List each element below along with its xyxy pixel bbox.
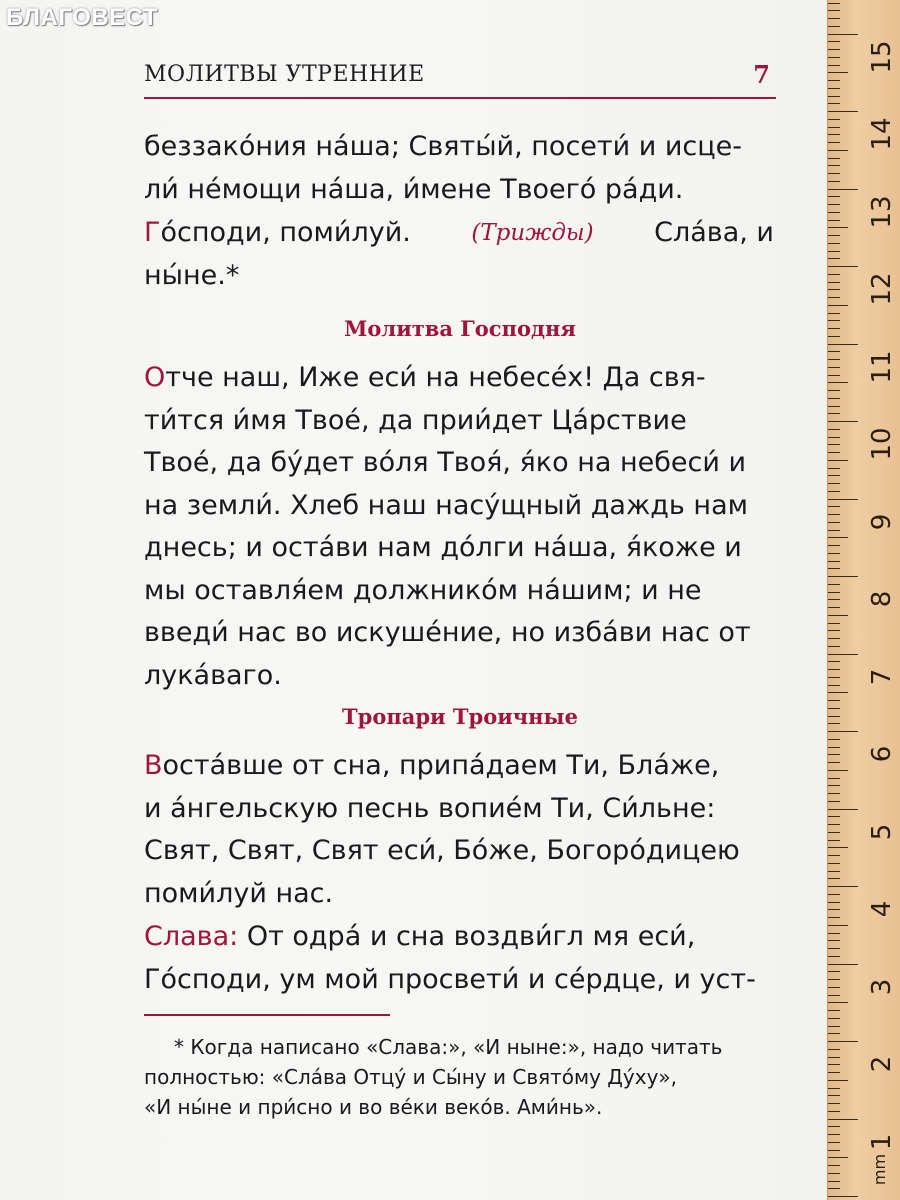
text-line: беззако́ния на́ша; Святы́й, посети́ и исце- <box>144 131 743 162</box>
ruler-tick <box>828 1002 848 1003</box>
paragraph-2 <box>144 212 774 297</box>
text-line <box>144 357 774 400</box>
ruler-tick <box>828 979 840 980</box>
footnote-line: * Когда написано «Слава:», «И ныне:», надо читать <box>174 1035 723 1059</box>
ruler-tick <box>828 375 840 376</box>
ruler-tick <box>828 886 858 887</box>
text-line: на земли́. Хлеб наш насу́щный даждь нам <box>144 489 748 521</box>
ruler-tick <box>828 584 840 585</box>
ruler-tick <box>828 297 840 298</box>
ruler-tick <box>828 685 840 686</box>
watermark-logo: БЛАГОВЕСТ <box>6 4 159 31</box>
ruler-tick <box>828 96 840 97</box>
ruler-tick <box>828 801 840 802</box>
ruler-tick <box>828 243 840 244</box>
ruler-tick <box>828 274 840 275</box>
ruler-tick <box>828 444 840 445</box>
text-line: Го́споди, ум мой просвети́ и се́рдце, и уст- <box>144 963 756 995</box>
ruler-tick <box>828 398 840 399</box>
ruler-tick <box>828 599 840 600</box>
ruler-number: 15 <box>867 39 897 74</box>
ruler-tick <box>828 909 840 910</box>
ruler-tick <box>828 1126 840 1127</box>
ruler-tick <box>828 1150 840 1151</box>
ruler-tick <box>828 816 840 817</box>
ruler-tick <box>828 313 840 314</box>
ruler-tick <box>828 1134 840 1135</box>
ruler-tick <box>828 289 840 290</box>
ruler-tick <box>828 1165 840 1166</box>
ruler-tick <box>828 351 840 352</box>
text-span: тче наш, Иже еси́ на небесе́х! Да свя- <box>165 362 706 393</box>
ruler-tick <box>828 406 840 407</box>
text-span: о́споди, поми́луй. <box>160 217 411 248</box>
ruler-tick <box>828 320 840 321</box>
ruler-tick <box>828 1026 840 1027</box>
ruler-number: 13 <box>867 194 897 229</box>
ruler-tick <box>828 878 840 879</box>
ruler-tick <box>828 692 848 693</box>
ruler-number: 11 <box>867 349 897 384</box>
ruler-tick <box>828 824 840 825</box>
running-header-title: МОЛИТВЫ УТРЕННИЕ <box>144 62 425 87</box>
ruler-number: 2 <box>867 1055 897 1073</box>
section-heading: Тропари Троичные <box>342 704 578 729</box>
ruler-tick <box>828 1072 840 1073</box>
footnote-rule <box>144 1014 390 1016</box>
ruler-tick <box>828 196 840 197</box>
rubric: (Трижды) <box>471 220 594 246</box>
text-line: Твое́, да бу́дет во́ля Твоя́, я́ко на небеси́ и <box>144 447 747 478</box>
ruler-tick <box>828 103 840 104</box>
ruler-tick <box>828 127 840 128</box>
drop-initial: В <box>144 750 163 781</box>
ruler-tick <box>828 258 840 259</box>
ruler-tick <box>828 413 840 414</box>
paragraph-lords-prayer <box>144 357 774 697</box>
footnote <box>144 1032 776 1122</box>
ruler-tick <box>828 762 840 763</box>
text-line: и а́нгельскую песнь вопие́м Ти, Си́льне: <box>144 792 716 824</box>
ruler-tick <box>828 1157 848 1158</box>
ruler-tick <box>828 34 858 35</box>
ruler-tick <box>828 328 840 329</box>
ruler-tick <box>828 421 858 422</box>
ruler-number: 6 <box>867 745 897 763</box>
ruler-tick <box>828 809 858 810</box>
running-header <box>144 58 776 94</box>
ruler-tick <box>828 367 840 368</box>
ruler-tick <box>828 452 840 453</box>
ruler-tick <box>828 607 840 608</box>
ruler-tick <box>828 1111 840 1112</box>
text-span: Сла́ва, и <box>654 217 774 248</box>
paragraph-1 <box>144 126 774 211</box>
ruler-tick <box>828 336 840 337</box>
ruler-tick <box>828 646 840 647</box>
ruler-tick <box>828 1173 840 1174</box>
ruler-tick <box>828 576 858 577</box>
glory-label: Слава: <box>144 921 239 952</box>
ruler-tick <box>828 654 858 655</box>
ruler-tick <box>828 49 840 50</box>
ruler-tick <box>828 638 840 639</box>
header-rule <box>144 97 776 99</box>
ruler-unit: mm <box>870 1153 890 1186</box>
ruler-tick <box>828 894 840 895</box>
ruler-tick <box>828 165 840 166</box>
ruler-tick <box>828 522 840 523</box>
drop-initial: Г <box>144 217 161 248</box>
drop-initial: О <box>144 362 166 393</box>
ruler-tick <box>828 220 840 221</box>
ruler-number: 5 <box>867 823 897 840</box>
ruler-tick <box>828 1010 840 1011</box>
text-span: оста́вше от сна, припа́даем Ти, Бла́же, <box>162 750 720 781</box>
ruler-tick <box>828 390 840 391</box>
ruler-tick <box>828 460 848 461</box>
ruler-tick <box>828 142 840 143</box>
ruler-tick <box>828 731 858 732</box>
ruler-tick <box>828 204 840 205</box>
ruler-tick <box>828 1095 840 1096</box>
ruler-tick <box>828 971 840 972</box>
ruler-tick <box>828 158 840 159</box>
ruler-tick <box>828 119 840 120</box>
ruler-tick <box>828 545 840 546</box>
ruler-tick <box>828 181 840 182</box>
ruler-tick <box>828 468 840 469</box>
paragraph-glory <box>144 916 774 1001</box>
ruler-tick <box>828 793 840 794</box>
ruler-tick <box>828 344 858 345</box>
ruler-tick <box>828 10 840 11</box>
ruler-number: 4 <box>867 900 897 918</box>
ruler-tick <box>828 770 848 771</box>
text-line <box>144 212 774 255</box>
ruler-tick <box>828 708 840 709</box>
ruler-tick <box>828 661 840 662</box>
text-line: ли́ не́мощи на́ша, и́мене Твоего́ ра́ди. <box>144 173 684 205</box>
ruler-tick <box>828 537 848 538</box>
ruler-tick <box>828 235 840 236</box>
ruler-tick <box>828 716 840 717</box>
ruler-tick <box>828 1103 840 1104</box>
ruler-tick <box>828 677 840 678</box>
ruler-tick <box>828 429 840 430</box>
ruler-tick <box>828 72 848 73</box>
footnote-line: «И ны́не и при́сно и во ве́ки веко́в. Ами́нь». <box>144 1095 603 1119</box>
ruler-tick <box>828 917 840 918</box>
ruler-tick <box>828 840 840 841</box>
ruler-tick <box>828 855 840 856</box>
paragraph-troparion <box>144 745 774 915</box>
ruler-tick <box>828 1064 840 1065</box>
ruler-tick <box>828 88 840 89</box>
ruler-tick <box>828 630 840 631</box>
text-line: ны́не.* <box>144 259 240 291</box>
ruler-tick <box>828 948 840 949</box>
ruler-tick <box>828 305 848 306</box>
ruler-tick <box>828 530 840 531</box>
ruler-tick <box>828 111 858 112</box>
footnote-line: полностью: «Сла́ва Отцу́ и Сы́ну и Свято́му Ду́ху», <box>144 1065 678 1089</box>
ruler-tick <box>828 80 840 81</box>
wooden-ruler <box>827 0 900 1200</box>
ruler-tick <box>828 964 858 965</box>
ruler-tick <box>828 561 840 562</box>
ruler-tick <box>828 282 840 283</box>
ruler-tick <box>828 359 840 360</box>
ruler-tick <box>828 506 840 507</box>
ruler-tick <box>828 251 840 252</box>
ruler-tick <box>828 925 848 926</box>
ruler-tick <box>828 995 840 996</box>
ruler-tick <box>828 785 840 786</box>
ruler-tick <box>828 723 840 724</box>
ruler-tick <box>828 189 858 190</box>
ruler-tick <box>828 747 840 748</box>
text-line: лука́ваго. <box>144 659 282 691</box>
ruler-tick <box>828 871 840 872</box>
ruler-tick <box>828 1119 858 1120</box>
text-line: мы оставля́ем должнико́м на́шим; и не <box>144 574 702 606</box>
ruler-tick <box>828 933 840 934</box>
text-span: От одра́ и сна воздви́гл мя еси́, <box>246 921 696 952</box>
ruler-tick <box>828 623 840 624</box>
text-line: введи́ нас во искуше́ние, но изба́ви нас от <box>144 617 751 648</box>
section-heading: Молитва Господня <box>344 316 576 341</box>
text-line: Свят, Свят, Свят еси́, Бо́же, Богоро́дицею <box>144 835 740 866</box>
ruler-tick <box>828 3 840 4</box>
ruler-tick <box>828 1018 840 1019</box>
ruler-tick <box>828 1041 858 1042</box>
ruler-tick <box>828 491 840 492</box>
ruler-tick <box>828 987 840 988</box>
ruler-number: 8 <box>867 590 897 608</box>
ruler-tick <box>828 227 848 228</box>
ruler-tick <box>828 57 840 58</box>
ruler-number: 12 <box>867 272 897 306</box>
ruler-tick <box>828 778 840 779</box>
ruler-tick <box>828 41 840 42</box>
ruler-number: 14 <box>867 117 897 151</box>
ruler-tick <box>828 1196 858 1197</box>
ruler-tick <box>828 739 840 740</box>
ruler-tick <box>828 266 858 267</box>
ruler-tick <box>828 382 848 383</box>
text-line <box>144 745 774 788</box>
ruler-number: 9 <box>867 513 897 530</box>
ruler-number: 1 <box>867 1133 897 1150</box>
ruler-number: 10 <box>867 427 897 461</box>
ruler-tick <box>828 18 840 19</box>
ruler-tick <box>828 212 840 213</box>
ruler-tick <box>828 832 840 833</box>
ruler-tick <box>828 1057 840 1058</box>
ruler-tick <box>828 863 840 864</box>
ruler-tick <box>828 26 840 27</box>
ruler-tick <box>828 553 840 554</box>
ruler-tick <box>828 754 840 755</box>
ruler-tick <box>828 1049 840 1050</box>
ruler-tick <box>828 568 840 569</box>
ruler-tick <box>828 134 840 135</box>
text-line: днесь; и оста́ви нам до́лги на́ша, я́коже и <box>144 532 742 563</box>
ruler-tick <box>828 940 840 941</box>
ruler-tick <box>828 499 858 500</box>
ruler-tick <box>828 669 840 670</box>
text-line <box>144 916 774 959</box>
ruler-tick <box>828 1142 840 1143</box>
ruler-tick <box>828 956 840 957</box>
ruler-tick <box>828 514 840 515</box>
ruler-tick <box>828 902 840 903</box>
text-line: поми́луй нас. <box>144 877 334 909</box>
ruler-tick <box>828 173 840 174</box>
ruler-tick <box>828 1080 848 1081</box>
ruler-tick <box>828 150 848 151</box>
text-line: ти́тся и́мя Твое́, да прии́дет Ца́рствие <box>144 404 687 436</box>
ruler-tick <box>828 1033 840 1034</box>
ruler-tick <box>828 700 840 701</box>
ruler-tick <box>828 65 840 66</box>
ruler-tick <box>828 615 848 616</box>
ruler-tick <box>828 1088 840 1089</box>
ruler-tick <box>828 1181 840 1182</box>
ruler-tick <box>828 437 840 438</box>
ruler-tick <box>828 847 848 848</box>
ruler-tick <box>828 1188 840 1189</box>
ruler-tick <box>828 483 840 484</box>
ruler-tick <box>828 592 840 593</box>
ruler-number: 3 <box>867 978 897 995</box>
page-number: 7 <box>753 60 770 89</box>
ruler-tick <box>828 475 840 476</box>
ruler-number: 7 <box>867 668 897 685</box>
